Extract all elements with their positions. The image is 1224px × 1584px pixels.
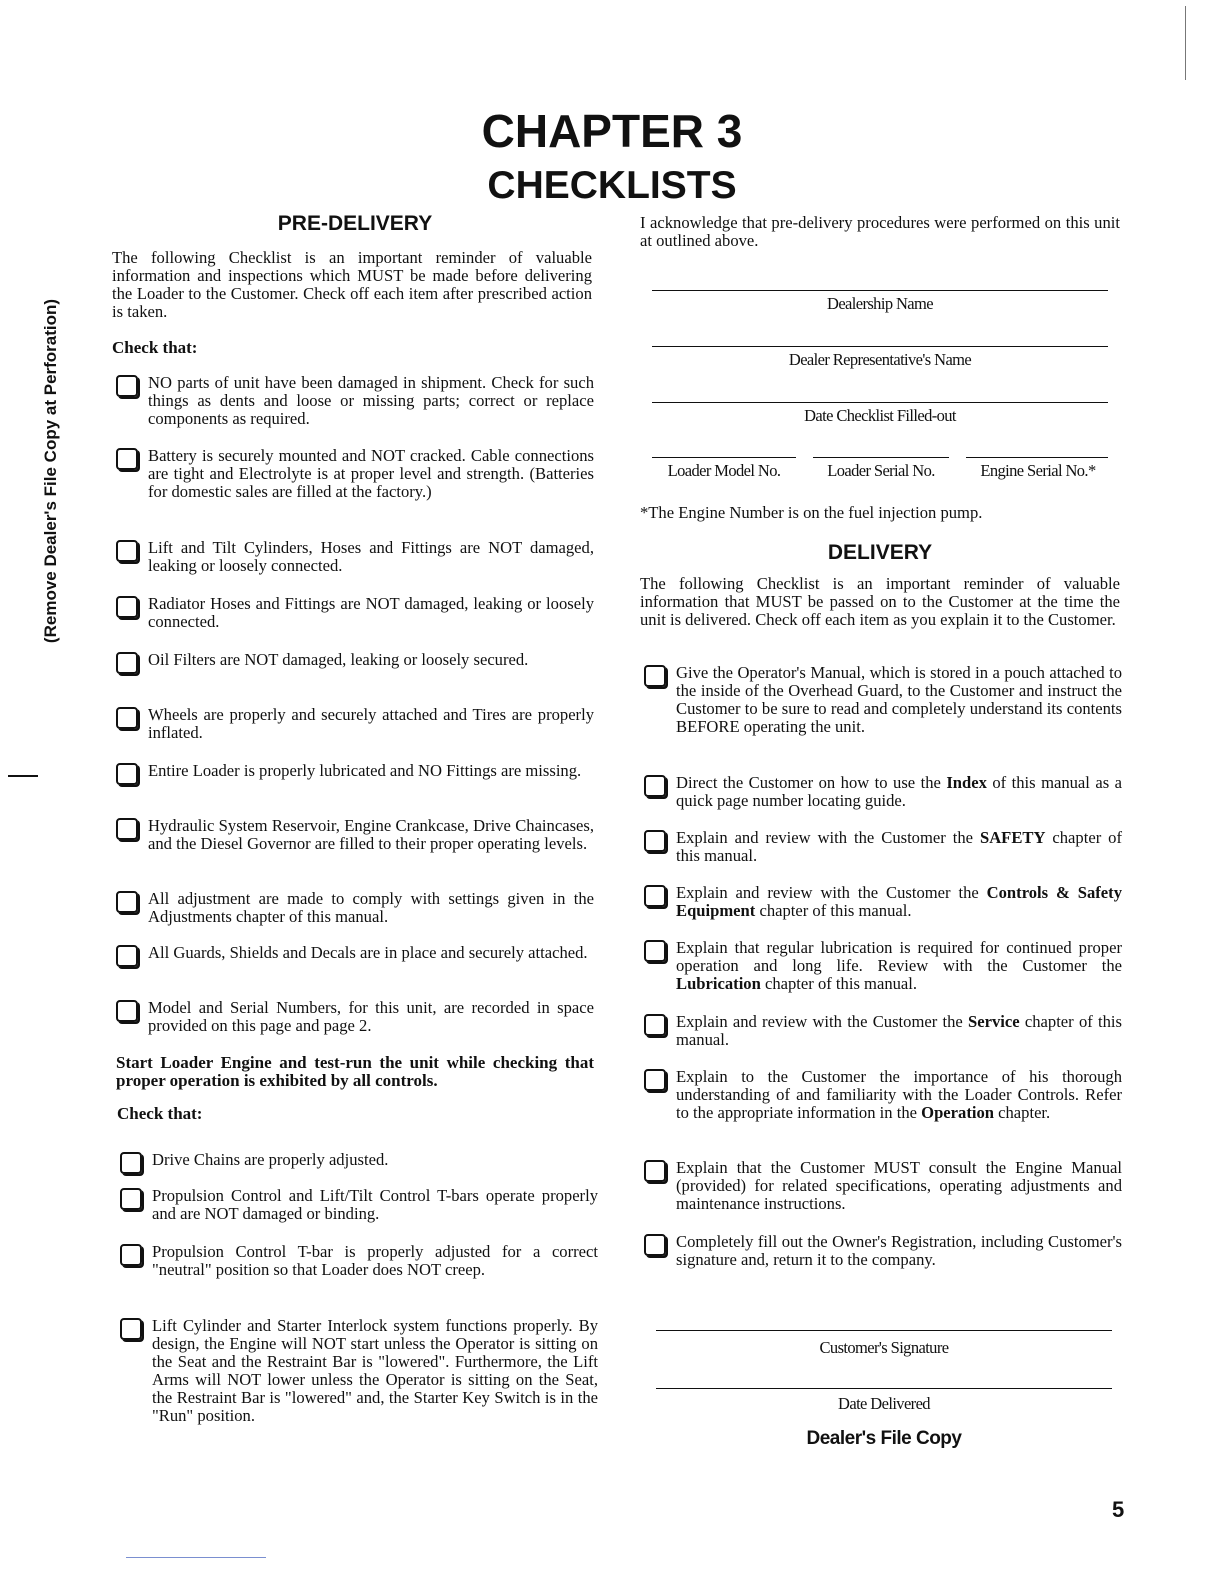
checklist-item-text: Radiator Hoses and Fittings are NOT damaged, leaking or loosely connected. [148, 594, 594, 631]
checklist-item-text: Lift Cylinder and Starter Interlock system functions properly. By design, the Engine will NOT start unless the Operator is sitting on the Seat and the Restraint Bar is "lowered". Furthermore, the Lift Arms will NOT lower unless the Operator is sitting on the Seat, the Restraint Bar is "lowered" and, the Starter Key Switch is in the "Run" position. [152, 1316, 598, 1425]
item-text: Explain and review with the Customer the [676, 1012, 969, 1031]
predelivery-item [116, 999, 594, 1035]
checklist-item-text: Hydraulic System Reservoir, Engine Crankcase, Drive Chaincases, and the Diesel Governor are filled to their proper operating levels. [148, 816, 594, 853]
predelivery-heading: PRE-DELIVERY [277, 212, 433, 235]
chapter-subtitle: CHECKLISTS [487, 164, 737, 207]
item-text: Explain that regular lubrication is required for continued proper operation and long life. Review with the Customer the [676, 938, 1122, 975]
predelivery-intro: The following Checklist is an important reminder of valuable information and inspections which MUST be made before delivering the Loader to the Customer. Check off each item after prescribed action is taken. [112, 248, 592, 321]
item-text: Explain and review with the Customer the [676, 883, 987, 902]
checklist-item-text: All adjustment are made to comply with settings given in the Adjustments chapter of this manual. [148, 889, 594, 926]
delivery-intro: The following Checklist is an important reminder of valuable information that MUST be passed on to the Customer at the time the unit is delivered. Check off each item as you explain it to the Customer. [640, 574, 1120, 629]
delivery-item [644, 939, 1122, 993]
date-filled-line [652, 402, 1108, 403]
checkbox[interactable] [116, 707, 138, 729]
checklist-item-text: Battery is securely mounted and NOT cracked. Cable connections are tight and Electrolyte is at proper level and strength. (Batteries for domestic sales are filled at the factory.) [148, 446, 594, 501]
checkbox[interactable] [116, 652, 138, 674]
checkbox[interactable] [644, 1160, 666, 1182]
dealers-file-copy: Dealer's File Copy [806, 1428, 962, 1449]
checkbox[interactable] [120, 1188, 142, 1210]
test-run-item [120, 1317, 598, 1425]
delivery-item [644, 664, 1122, 736]
item-emphasis: Lubrication [676, 974, 761, 993]
item-emphasis: SAFETY [979, 828, 1046, 847]
predelivery-item [116, 539, 594, 575]
check-that-heading: Check that: [112, 338, 198, 357]
item-emphasis: Index [946, 773, 987, 792]
chapter-title: CHAPTER 3 [481, 105, 743, 157]
checkbox[interactable] [120, 1318, 142, 1340]
predelivery-item [116, 817, 594, 853]
checkbox[interactable] [644, 1014, 666, 1036]
loader-serial-line [813, 457, 949, 458]
dealer-rep-label: Dealer Representative's Name [788, 350, 972, 369]
item-text: Completely fill out the Owner's Registration, including Customer's signature and, return it to the company. [676, 1232, 1122, 1269]
checklist-item-text [676, 1068, 1122, 1122]
delivery-item [644, 1233, 1122, 1269]
loader-model-label: Loader Model No. [667, 461, 781, 480]
checklist-item-text: Model and Serial Numbers, for this unit, are recorded in space provided on this page and page 2. [148, 998, 594, 1035]
acknowledge-text: I acknowledge that pre-delivery procedures were performed on this unit at outlined above. [640, 213, 1120, 250]
item-emphasis: Service [968, 1012, 1020, 1031]
delivery-item [644, 1013, 1122, 1049]
delivery-item [644, 1068, 1122, 1122]
checkbox[interactable] [116, 1000, 138, 1022]
dealership-name-label: Dealership Name [827, 294, 933, 313]
item-text: chapter of this manual. [760, 974, 918, 993]
predelivery-item [116, 762, 594, 780]
checkbox[interactable] [644, 665, 666, 687]
checklist-item-text: Propulsion Control and Lift/Tilt Control T-bars operate properly and are NOT damaged or binding. [152, 1186, 598, 1223]
test-run-instruction: Start Loader Engine and test-run the unit while checking that proper operation is exhibited by all controls. [116, 1053, 594, 1090]
test-run-item [120, 1243, 598, 1279]
perforation-note: (Remove Dealer's File Copy at Perforation) [41, 298, 60, 644]
checklist-item-text: Drive Chains are properly adjusted. [152, 1150, 389, 1169]
predelivery-item [116, 595, 594, 631]
checklist-item-text: Propulsion Control T-bar is properly adjusted for a correct "neutral" position so that Loader does NOT creep. [152, 1242, 598, 1279]
checkbox[interactable] [120, 1244, 142, 1266]
checkbox[interactable] [116, 763, 138, 785]
predelivery-item [116, 374, 594, 428]
item-text: Give the Operator's Manual, which is stored in a pouch attached to the inside of the Overhead Guard, to the Customer and instruct the Customer to be sure to read and completely understand its contents BEFORE operating the unit. [676, 663, 1122, 736]
loader-serial-label: Loader Serial No. [827, 461, 935, 480]
checklist-item-text: Lift and Tilt Cylinders, Hoses and Fittings are NOT damaged, leaking or loosely connected. [148, 538, 594, 575]
test-run-item [120, 1151, 598, 1169]
checklist-item-text: Oil Filters are NOT damaged, leaking or loosely secured. [148, 650, 529, 669]
item-text: chapter. [993, 1103, 1051, 1122]
checklist-item-text [676, 829, 1122, 865]
engine-serial-label: Engine Serial No.* [980, 461, 1096, 480]
item-text: Explain that the Customer MUST consult the Engine Manual (provided) for related specifications, operating adjustments and maintenance instructions. [676, 1158, 1122, 1213]
perforation-rule-right [1185, 6, 1186, 80]
perforation-mark [8, 775, 38, 777]
delivery-item [644, 884, 1122, 920]
test-run-item [120, 1187, 598, 1223]
delivery-item [644, 774, 1122, 810]
checkbox[interactable] [644, 885, 666, 907]
delivery-heading: DELIVERY [827, 541, 933, 564]
checklist-item-text: Wheels are properly and securely attached and Tires are properly inflated. [148, 705, 594, 742]
item-text: chapter of this manual. [755, 901, 912, 920]
checklist-item-text [676, 1013, 1122, 1049]
checklist-item-text [676, 1233, 1122, 1269]
loader-model-line [652, 457, 796, 458]
bottom-rule [126, 1557, 266, 1558]
predelivery-item [116, 944, 594, 962]
delivery-item [644, 829, 1122, 865]
checkbox[interactable] [116, 375, 138, 397]
predelivery-item [116, 706, 594, 742]
checkbox[interactable] [644, 1069, 666, 1091]
engine-serial-line [966, 457, 1108, 458]
checklist-item-text [676, 664, 1122, 736]
predelivery-item [116, 890, 594, 926]
engine-number-note: *The Engine Number is on the fuel injection pump. [640, 503, 983, 522]
checklist-item-text: NO parts of unit have been damaged in shipment. Check for such things as dents and loose or missing parts; correct or replace components as required. [148, 373, 594, 428]
item-text: Explain to the Customer the importance of his thorough understanding of and familiarity with the Loader Controls. Refer to the appropriate information in the [676, 1067, 1122, 1122]
item-emphasis: Operation [921, 1103, 994, 1122]
checkbox[interactable] [116, 540, 138, 562]
item-text: chapter of this manual. [676, 828, 1122, 865]
item-text: of this manual as a quick page number locating guide. [676, 773, 1122, 810]
checkbox[interactable] [120, 1152, 142, 1174]
date-delivered-line [656, 1388, 1112, 1389]
checklist-item-text: All Guards, Shields and Decals are in place and securely attached. [148, 943, 588, 962]
item-emphasis: Controls & Safety Equipment [676, 883, 1122, 920]
checkbox[interactable] [644, 940, 666, 962]
predelivery-item [116, 447, 594, 501]
checkbox[interactable] [644, 775, 666, 797]
checklist-item-text [676, 1159, 1122, 1213]
dealership-name-line [652, 290, 1108, 291]
predelivery-item [116, 651, 594, 669]
dealer-rep-line [652, 346, 1108, 347]
item-text: Explain and review with the Customer the [676, 828, 980, 847]
customer-signature-label: Customer's Signature [819, 1338, 949, 1357]
checkbox[interactable] [116, 596, 138, 618]
checkbox[interactable] [116, 448, 138, 470]
checklist-item-text [676, 884, 1122, 920]
checkbox[interactable] [644, 830, 666, 852]
checkbox[interactable] [116, 945, 138, 967]
checkbox[interactable] [644, 1234, 666, 1256]
check-that-heading-2: Check that: [117, 1104, 203, 1123]
checkbox[interactable] [116, 891, 138, 913]
customer-signature-line [656, 1330, 1112, 1331]
date-delivered-label: Date Delivered [838, 1394, 930, 1413]
item-text: Direct the Customer on how to use the [676, 773, 947, 792]
page-number: 5 [1112, 1497, 1125, 1522]
delivery-item [644, 1159, 1122, 1213]
checklist-item-text [676, 774, 1122, 810]
checkbox[interactable] [116, 818, 138, 840]
date-filled-label: Date Checklist Filled-out [804, 406, 956, 425]
checklist-item-text: Entire Loader is properly lubricated and NO Fittings are missing. [148, 761, 582, 780]
item-text: chapter of this manual. [676, 1012, 1122, 1049]
checklist-item-text [676, 939, 1122, 993]
